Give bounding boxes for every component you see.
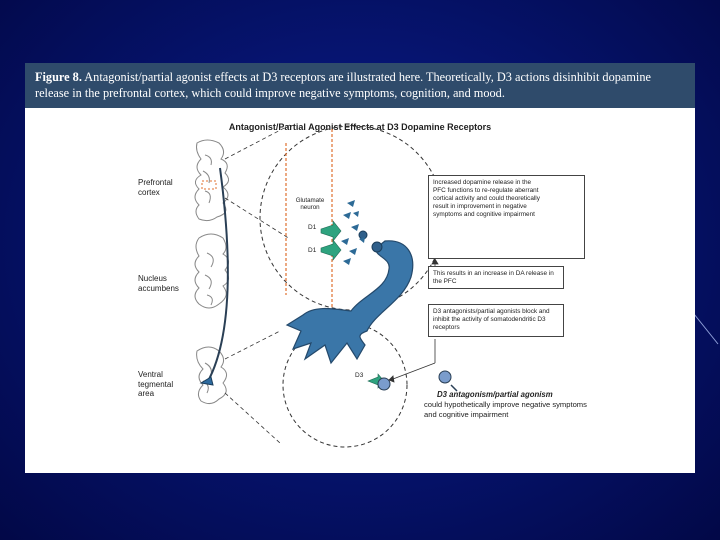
label-d1-top: D1 — [308, 224, 317, 231]
figure-panel — [25, 63, 695, 473]
label-nucleus-accumbens: Nucleus accumbens — [138, 274, 179, 293]
caption-text: Antagonist/partial agonist effects at D3 receptors are illustrated here. Theoretically, D3 actions disinhibit dopamine release in the prefrontal cortex, which could improve negative symptoms, cognition, and mood. — [35, 70, 651, 100]
d1-receptor-top — [321, 221, 341, 241]
action-title: D3 antagonism/partial agonism — [437, 390, 553, 399]
label-d3: D3 — [355, 372, 364, 379]
neuron-diagram — [25, 63, 695, 473]
drug-molecule-legend — [439, 371, 451, 383]
pfc-zoom-circle — [260, 126, 444, 310]
label-ventral-tegmental-area: Ventral tegmental area — [138, 370, 174, 398]
drug-molecule-bound — [378, 378, 390, 390]
box-increased-dopamine: Increased dopamine release in the PFC functions to re-regulate aberrant cortical activity and could theoretically result in improvement in negative symptoms and cognitive impairment — [428, 175, 585, 259]
d1-receptor-bottom — [321, 240, 341, 260]
label-prefrontal-cortex: Prefrontal cortex — [138, 178, 173, 197]
box-da-release: This results in an increase in DA release in the PFC — [428, 266, 564, 289]
label-glutamate-neuron: Glutamate neuron — [295, 197, 325, 211]
zoom-lines — [225, 125, 290, 443]
action-text: could hypothetically improve negative symptoms and cognitive impairment — [424, 400, 587, 419]
label-d1-bottom: D1 — [308, 247, 317, 254]
panel-title: Antagonist/Partial Agonist Effects at D3 Dopamine Receptors — [228, 122, 492, 132]
prefrontal-brain-slice — [195, 140, 229, 221]
nucleus-brain-slice — [195, 234, 229, 308]
figure-label: Figure 8. — [35, 70, 82, 84]
box-d3-antagonists: D3 antagonists/partial agonists block and inhibit the activity of somatodendritic D3 receptors — [428, 304, 564, 337]
